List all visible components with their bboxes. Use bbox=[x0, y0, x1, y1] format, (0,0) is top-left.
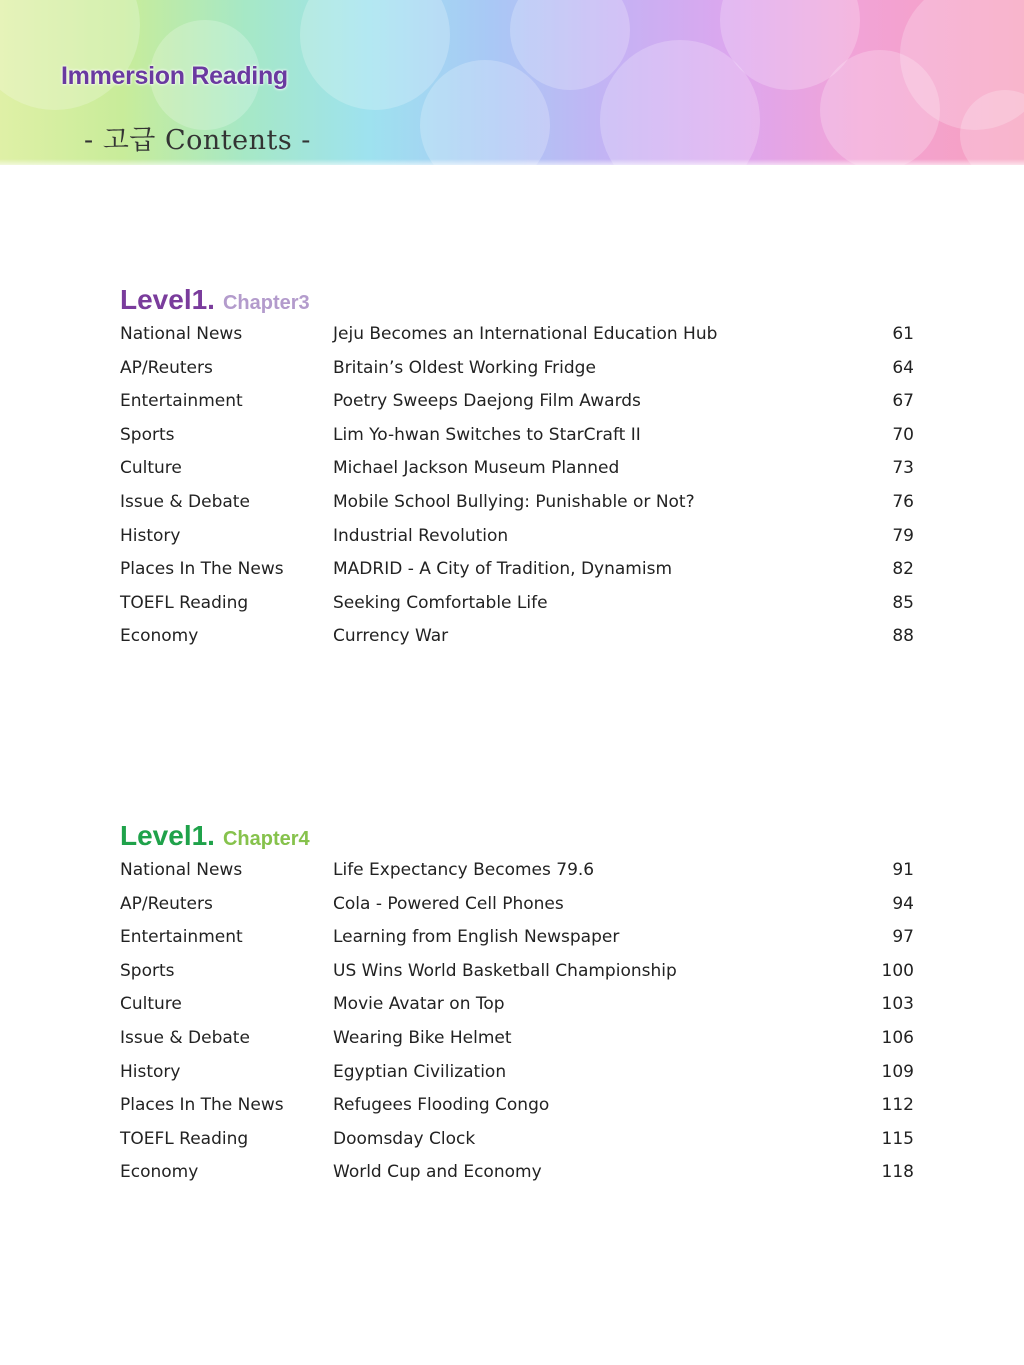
row-title: World Cup and Economy bbox=[333, 1162, 542, 1183]
row-category: AP/Reuters bbox=[120, 357, 213, 378]
page-subtitle: - 고급 Contents - bbox=[84, 125, 311, 156]
row-category: Sports bbox=[120, 960, 175, 981]
contents-list bbox=[120, 860, 920, 1196]
contents-row bbox=[120, 424, 920, 458]
row-title: Mobile School Bullying: Punishable or Not? bbox=[333, 491, 695, 512]
contents-row bbox=[120, 960, 920, 994]
row-category: History bbox=[120, 1061, 181, 1082]
row-category: Places In The News bbox=[120, 559, 284, 580]
row-title: Learning from English Newspaper bbox=[333, 927, 620, 948]
row-category: TOEFL Reading bbox=[120, 592, 249, 613]
row-page-number: 88 bbox=[892, 626, 914, 647]
row-page-number: 82 bbox=[892, 559, 914, 580]
row-page-number: 76 bbox=[892, 491, 914, 512]
contents-section-chapter3 bbox=[120, 284, 920, 660]
contents-row bbox=[120, 859, 920, 893]
row-page-number: 67 bbox=[892, 391, 914, 412]
contents-row bbox=[120, 457, 920, 491]
row-category: TOEFL Reading bbox=[120, 1128, 249, 1149]
row-title: US Wins World Basketball Championship bbox=[333, 960, 677, 981]
contents-row bbox=[120, 323, 920, 357]
row-title: MADRID - A City of Tradition, Dynamism bbox=[333, 559, 673, 580]
row-title: Life Expectancy Becomes 79.6 bbox=[333, 860, 595, 880]
contents-row bbox=[120, 525, 920, 559]
row-category: Entertainment bbox=[120, 391, 243, 412]
contents-row bbox=[120, 592, 920, 626]
contents-row bbox=[120, 390, 920, 424]
row-page-number: 85 bbox=[892, 592, 914, 613]
contents-row bbox=[120, 893, 920, 927]
row-category: Issue & Debate bbox=[120, 1027, 250, 1048]
row-page-number: 94 bbox=[892, 893, 914, 914]
row-title: Cola - Powered Cell Phones bbox=[333, 893, 564, 914]
row-title: Poetry Sweeps Daejong Film Awards bbox=[333, 391, 641, 412]
section-heading bbox=[120, 820, 920, 860]
level-label: Level1. bbox=[120, 820, 215, 851]
row-page-number: 112 bbox=[881, 1095, 914, 1116]
row-title: Wearing Bike Helmet bbox=[333, 1027, 512, 1048]
row-title: Jeju Becomes an International Education Hub bbox=[333, 324, 718, 344]
row-category: Economy bbox=[120, 1162, 199, 1183]
row-category: National News bbox=[120, 860, 243, 880]
row-title: Currency War bbox=[333, 626, 449, 647]
contents-row bbox=[120, 1027, 920, 1061]
contents-row bbox=[120, 926, 920, 960]
row-page-number: 109 bbox=[881, 1061, 914, 1082]
header-banner bbox=[0, 0, 1024, 165]
row-category: Culture bbox=[120, 458, 182, 479]
chapter-label: Chapter4 bbox=[222, 828, 310, 850]
row-title: Refugees Flooding Congo bbox=[333, 1095, 550, 1116]
section-heading bbox=[120, 284, 920, 324]
row-category: Culture bbox=[120, 994, 182, 1015]
contents-row bbox=[120, 993, 920, 1027]
row-category: National News bbox=[120, 324, 243, 344]
contents-row bbox=[120, 625, 920, 659]
row-page-number: 106 bbox=[881, 1027, 914, 1048]
contents-row bbox=[120, 357, 920, 391]
row-page-number: 70 bbox=[892, 424, 914, 445]
row-title: Doomsday Clock bbox=[333, 1128, 476, 1149]
row-category: Entertainment bbox=[120, 927, 243, 948]
row-page-number: 64 bbox=[892, 357, 914, 378]
row-page-number: 79 bbox=[892, 525, 914, 546]
row-title: Michael Jackson Museum Planned bbox=[333, 458, 620, 479]
row-page-number: 118 bbox=[881, 1162, 914, 1183]
row-page-number: 61 bbox=[892, 324, 914, 344]
contents-row bbox=[120, 558, 920, 592]
row-category: Places In The News bbox=[120, 1095, 284, 1116]
contents-row bbox=[120, 1161, 920, 1195]
row-category: History bbox=[120, 525, 181, 546]
row-page-number: 73 bbox=[892, 458, 914, 479]
row-page-number: 103 bbox=[881, 994, 914, 1015]
brand-title: Immersion Reading bbox=[61, 62, 288, 90]
contents-row bbox=[120, 1128, 920, 1162]
decorative-bubble bbox=[0, 0, 140, 110]
contents-section-chapter4 bbox=[120, 820, 920, 1196]
banner-fade bbox=[0, 159, 1024, 165]
row-title: Lim Yo-hwan Switches to StarCraft II bbox=[333, 424, 641, 445]
row-page-number: 100 bbox=[881, 960, 914, 981]
row-title: Egyptian Civilization bbox=[333, 1061, 507, 1082]
contents-row bbox=[120, 1061, 920, 1095]
row-page-number: 115 bbox=[881, 1128, 914, 1149]
chapter-label: Chapter3 bbox=[222, 292, 310, 314]
row-title: Britain’s Oldest Working Fridge bbox=[333, 357, 596, 378]
row-category: Sports bbox=[120, 424, 175, 445]
row-title: Seeking Comfortable Life bbox=[333, 592, 548, 613]
row-page-number: 91 bbox=[892, 860, 914, 880]
row-title: Movie Avatar on Top bbox=[333, 994, 505, 1015]
row-category: AP/Reuters bbox=[120, 893, 213, 914]
row-title: Industrial Revolution bbox=[333, 525, 509, 546]
contents-row bbox=[120, 491, 920, 525]
level-label: Level1. bbox=[120, 284, 215, 315]
row-category: Economy bbox=[120, 626, 199, 647]
row-page-number: 97 bbox=[892, 927, 914, 948]
contents-list bbox=[120, 324, 920, 660]
row-category: Issue & Debate bbox=[120, 491, 250, 512]
contents-row bbox=[120, 1094, 920, 1128]
